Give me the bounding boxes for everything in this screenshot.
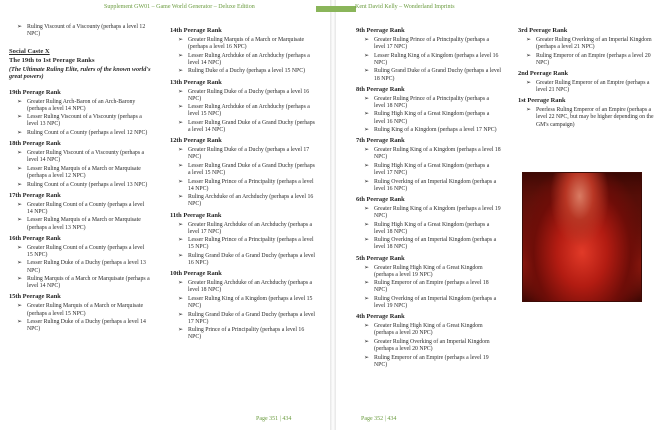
rank-list xyxy=(9,202,151,232)
rank-entry-text: Lesser Ruling King of a Kingdom (perhaps a level 15 NPC) xyxy=(188,296,313,310)
rank-list xyxy=(518,80,658,94)
rank-entry xyxy=(170,253,318,267)
rank-entry xyxy=(170,53,318,67)
rank-entry xyxy=(518,53,658,67)
rank-entry-text: Greater Ruling King of a Kingdom (perhaps a level 19 NPC) xyxy=(374,205,501,220)
rank-entry xyxy=(356,265,501,279)
column-1 xyxy=(9,24,151,335)
rank-entry-text: Greater Ruling Viscount of a Viscounty (perhaps a level 14 NPC) xyxy=(27,150,145,164)
rank-heading: 14th Peerage Rank xyxy=(170,27,222,34)
rank-entry-text: Lesser Ruling Marquis of a March or Marquisate (perhaps a level 13 NPC) xyxy=(27,217,141,231)
rank-entry xyxy=(356,179,501,193)
rank-entry-text: Ruling Marquis of a March or Marquisate (perhaps a level 14 NPC) xyxy=(27,276,150,290)
rank-entry-text: Ruling Prince of a Principality (perhaps a level 16 NPC) xyxy=(188,327,305,341)
rank-entry-text: Greater Ruling Count of a County (perhaps a level 14 NPC) xyxy=(27,201,145,215)
rank-entry xyxy=(170,296,318,310)
rank-list xyxy=(9,150,151,188)
arrow-bullet-icon: ➢ xyxy=(364,52,370,59)
rank-entry xyxy=(356,355,501,369)
rank-entry-text: Ruling Emperor of an Empire (perhaps a level 18 NPC) xyxy=(374,280,489,294)
arrow-bullet-icon: ➢ xyxy=(178,296,184,302)
rank-entry xyxy=(356,53,501,67)
rank-list xyxy=(356,265,501,311)
arrow-bullet-icon: ➢ xyxy=(526,107,532,114)
rank-entry xyxy=(170,104,318,118)
rank-entry xyxy=(9,260,151,274)
caste-title: Social Caste X xyxy=(9,48,50,56)
rank-entry xyxy=(356,280,501,294)
rank-heading: 8th Peerage Rank xyxy=(356,85,405,93)
rank-entry-text: Greater Ruling Archduke of an Archduchy (perhaps a level 18 NPC) xyxy=(188,280,313,294)
rank-entry xyxy=(356,323,501,337)
arrow-bullet-icon: ➢ xyxy=(17,24,23,30)
rank-heading: 6th Peerage Rank xyxy=(356,195,405,203)
intro-list xyxy=(9,24,151,38)
arrow-bullet-icon: ➢ xyxy=(17,201,23,208)
rank-entry xyxy=(170,147,318,161)
rank-heading: 4th Peerage Rank xyxy=(356,313,405,321)
rank-heading: 16th Peerage Rank xyxy=(9,234,61,242)
rank-list xyxy=(518,37,658,67)
arrow-bullet-icon: ➢ xyxy=(364,264,370,271)
arrow-bullet-icon: ➢ xyxy=(364,68,370,75)
arrow-bullet-icon: ➢ xyxy=(178,253,184,260)
rank-entry xyxy=(9,202,151,216)
arrow-bullet-icon: ➢ xyxy=(178,37,184,44)
rank-entry xyxy=(518,107,658,128)
arrow-bullet-icon: ➢ xyxy=(178,280,184,287)
rank-entry-text: Ruling Overking of an Imperial Kingdom (perhaps a level 18 NPC) xyxy=(374,237,497,251)
rank-entry xyxy=(9,150,151,164)
rank-list xyxy=(356,147,501,193)
rank-entry xyxy=(9,319,151,333)
red-throne-illustration xyxy=(522,172,642,302)
arrow-bullet-icon: ➢ xyxy=(364,280,370,287)
rank-entry xyxy=(170,120,318,134)
rank-entry-text: Ruling Count of a County (perhaps a level 13 NPC) xyxy=(27,181,148,188)
rank-entry xyxy=(170,179,318,193)
rank-entry-text: Peerless Ruling Emperor of an Empire (perhaps a level 22 NPC, but may be higher depending on the GM's campaign) xyxy=(536,107,654,128)
rank-entry-text: Ruling High King of a Great Kingdom (perhaps a level 18 NPC) xyxy=(374,221,490,235)
rank-entry xyxy=(9,99,151,113)
header-bar xyxy=(316,6,356,12)
caste-subtitle: The 19th to 1st Peerage Ranks xyxy=(9,57,95,65)
rank-list xyxy=(170,222,318,268)
page-number-left: Page 351 | 434 xyxy=(256,416,292,422)
rank-entry-text: Ruling Grand Duke of a Grand Duchy (perhaps a level 17 NPC) xyxy=(188,311,316,325)
arrow-bullet-icon: ➢ xyxy=(17,276,23,283)
rank-entry xyxy=(356,296,501,310)
rank-entry xyxy=(9,24,151,38)
rank-entry xyxy=(9,166,151,180)
arrow-bullet-icon: ➢ xyxy=(364,163,370,169)
column-4 xyxy=(518,24,658,130)
rank-entry xyxy=(356,68,501,82)
rank-entry-text: Lesser Ruling King of a Kingdom (perhaps a level 16 NPC) xyxy=(374,52,499,66)
rank-heading: 13th Peerage Rank xyxy=(170,78,222,86)
arrow-bullet-icon: ➢ xyxy=(17,114,23,121)
arrow-bullet-icon: ➢ xyxy=(364,127,370,134)
rank-list xyxy=(356,323,501,369)
rank-heading: 5th Peerage Rank xyxy=(356,254,405,262)
rank-entry xyxy=(356,206,501,220)
rank-entry-text: Greater Ruling High King of a Great Kingdom (perhaps a level 19 NPC) xyxy=(374,264,483,278)
rank-heading: 2nd Peerage Rank xyxy=(518,69,569,77)
rank-entry xyxy=(356,111,501,125)
rank-list xyxy=(170,89,318,135)
arrow-bullet-icon: ➢ xyxy=(17,319,23,326)
arrow-bullet-icon: ➢ xyxy=(178,327,184,334)
rank-entry-text: Lesser Ruling Archduke of an Archduchy (perhaps a level 14 NPC) xyxy=(188,52,310,66)
rank-heading: 1st Peerage Rank xyxy=(518,97,566,105)
rank-entry-text: Greater Ruling Prince of a Principality (perhaps a level 18 NPC) xyxy=(374,95,490,109)
rank-entry xyxy=(170,89,318,103)
rank-entry xyxy=(170,163,318,177)
column-3 xyxy=(356,24,501,370)
rank-entry-text: Ruling Overking of an Imperial Kingdom (perhaps a level 16 NPC) xyxy=(374,178,497,192)
rank-entry-text: Ruling Emperor of an Empire (perhaps a level 19 NPC) xyxy=(374,354,489,368)
rank-entry xyxy=(518,37,658,51)
rank-entry-text: Lesser Ruling Viscount of a Viscounty (perhaps a level 13 NPC) xyxy=(27,114,142,128)
rank-entry-text: Ruling Archduke of an Archduchy (perhaps a level 16 NPC) xyxy=(188,194,314,208)
rank-entry-text: Lesser Ruling Duke of a Duchy (perhaps a level 14 NPC) xyxy=(27,319,146,333)
rank-entry-text: Greater Ruling Count of a County (perhaps a level 15 NPC) xyxy=(27,244,145,258)
rank-entry xyxy=(9,182,151,189)
book-gutter xyxy=(330,0,336,430)
rank-entry xyxy=(356,147,501,161)
rank-list xyxy=(9,303,151,333)
arrow-bullet-icon: ➢ xyxy=(364,37,370,44)
rank-entry-text: Ruling Emperor of an Empire (perhaps a level 20 NPC) xyxy=(536,52,651,66)
rank-entry xyxy=(9,245,151,259)
arrow-bullet-icon: ➢ xyxy=(526,80,532,87)
rank-entry-text: Greater Ruling Duke of a Duchy (perhaps a level 17 NPC) xyxy=(188,147,310,161)
rank-entry-text: Greater Ruling Marquis of a March or Marquisate (perhaps a level 15 NPC) xyxy=(27,303,144,317)
arrow-bullet-icon: ➢ xyxy=(364,237,370,244)
arrow-bullet-icon: ➢ xyxy=(17,165,23,172)
rank-entry xyxy=(356,96,501,110)
arrow-bullet-icon: ➢ xyxy=(178,88,184,95)
column-1-sections xyxy=(9,89,151,334)
rank-entry xyxy=(356,37,501,51)
rank-entry xyxy=(356,163,501,177)
rank-entry xyxy=(9,217,151,231)
rank-entry-text: Greater Ruling Marquis of a March or Marquisate (perhaps a level 16 NPC) xyxy=(188,37,305,51)
rank-entry xyxy=(170,68,318,75)
rank-entry-text: Ruling Duke of a Duchy (perhaps a level 15 NPC) xyxy=(188,68,306,75)
rank-entry xyxy=(170,312,318,326)
rank-entry xyxy=(170,37,318,51)
rank-entry-text: Greater Ruling Emperor of an Empire (perhaps a level 21 NPC) xyxy=(536,80,650,94)
rank-list xyxy=(356,37,501,83)
arrow-bullet-icon: ➢ xyxy=(364,354,370,361)
rank-entry-text: Greater Ruling Overking of an Imperial Kingdom (perhaps a level 20 NPC) xyxy=(374,338,490,353)
rank-entry xyxy=(356,237,501,251)
rank-heading: 3rd Peerage Rank xyxy=(518,27,568,34)
arrow-bullet-icon: ➢ xyxy=(364,178,370,185)
rank-entry-text: Ruling High King of a Great Kingdom (perhaps a level 16 NPC) xyxy=(374,111,490,125)
rank-list xyxy=(170,280,318,341)
rank-entry-text: Ruling Overking of an Imperial Kingdom (perhaps a level 19 NPC) xyxy=(374,296,497,310)
rank-entry-text: Greater Ruling Duke of a Duchy (perhaps a level 16 NPC) xyxy=(188,88,310,102)
rank-entry-text: Lesser Ruling Archduke of an Archduchy (perhaps a level 15 NPC) xyxy=(188,104,310,118)
rank-list xyxy=(170,147,318,208)
arrow-bullet-icon: ➢ xyxy=(364,338,370,345)
rank-heading: 19th Peerage Rank xyxy=(9,88,61,96)
arrow-bullet-icon: ➢ xyxy=(178,221,184,228)
rank-heading: 18th Peerage Rank xyxy=(9,140,61,148)
rank-entry-text: Ruling Count of a County (perhaps a level 12 NPC) xyxy=(27,130,148,137)
rank-list xyxy=(9,99,151,137)
rank-entry xyxy=(170,327,318,341)
rank-entry xyxy=(9,303,151,317)
rank-entry xyxy=(170,194,318,208)
arrow-bullet-icon: ➢ xyxy=(364,205,370,212)
rank-entry-text: Greater Ruling King of a Kingdom (perhaps a level 18 NPC) xyxy=(374,147,501,161)
rank-entry xyxy=(518,80,658,94)
arrow-bullet-icon: ➢ xyxy=(178,147,184,154)
rank-entry xyxy=(9,276,151,290)
arrow-bullet-icon: ➢ xyxy=(178,311,184,318)
column-2 xyxy=(170,24,318,343)
arrow-bullet-icon: ➢ xyxy=(178,237,184,244)
rank-heading: 10th Peerage Rank xyxy=(170,270,222,278)
rank-list xyxy=(9,245,151,291)
arrow-bullet-icon: ➢ xyxy=(17,303,23,310)
rank-entry xyxy=(9,114,151,128)
rank-entry xyxy=(9,130,151,137)
rank-heading: 12th Peerage Rank xyxy=(170,137,222,145)
rank-entry-text: Lesser Ruling Prince of a Principality (perhaps a level 15 NPC) xyxy=(188,237,314,251)
rank-list xyxy=(356,206,501,252)
rank-heading: 15th Peerage Rank xyxy=(9,293,61,301)
arrow-bullet-icon: ➢ xyxy=(17,244,23,251)
rank-entry-text: Lesser Ruling Prince of a Principality (perhaps a level 14 NPC) xyxy=(188,178,314,192)
arrow-bullet-icon: ➢ xyxy=(526,52,532,59)
rank-entry-text: Greater Ruling High King of a Great Kingdom (perhaps a level 20 NPC) xyxy=(374,323,483,337)
rank-entry xyxy=(356,127,501,134)
arrow-bullet-icon: ➢ xyxy=(178,194,184,201)
rank-entry-text: Lesser Ruling Duke of a Duchy (perhaps a level 13 NPC) xyxy=(27,260,146,274)
rank-entry xyxy=(356,222,501,236)
rank-heading: 11th Peerage Rank xyxy=(170,211,222,219)
rank-entry-text: Lesser Ruling Marquis of a March or Marquisate (perhaps a level 12 NPC) xyxy=(27,165,141,179)
arrow-bullet-icon: ➢ xyxy=(364,111,370,118)
rank-entry-text: Greater Ruling Prince of a Principality (perhaps a level 17 NPC) xyxy=(374,37,490,51)
arrow-bullet-icon: ➢ xyxy=(17,98,23,105)
arrow-bullet-icon: ➢ xyxy=(178,68,184,75)
arrow-bullet-icon: ➢ xyxy=(526,37,532,44)
rank-entry-text: Ruling Viscount of a Viscounty (perhaps a level 12 NPC) xyxy=(27,24,146,38)
rank-entry-text: Lesser Ruling Grand Duke of a Grand Duchy (perhaps a level 15 NPC) xyxy=(188,163,315,177)
rank-list xyxy=(170,37,318,75)
arrow-bullet-icon: ➢ xyxy=(17,260,23,267)
rank-entry-text: Ruling Grand Duke of a Grand Duchy (perhaps a level 18 NPC) xyxy=(374,68,502,82)
page-number-right: Page 352 | 434 xyxy=(361,416,397,422)
arrow-bullet-icon: ➢ xyxy=(364,296,370,302)
rank-entry xyxy=(170,237,318,251)
rank-entry xyxy=(170,280,318,294)
rank-entry-text: Ruling Grand Duke of a Grand Duchy (perhaps a level 16 NPC) xyxy=(188,253,316,267)
arrow-bullet-icon: ➢ xyxy=(364,95,370,102)
header-left-text: Supplement GW01 – Game World Generator – Deluxe Edition xyxy=(104,4,255,10)
arrow-bullet-icon: ➢ xyxy=(17,181,23,188)
header-right-text: Kent David Kelly – Wonderland Imprints xyxy=(355,4,455,10)
rank-entry xyxy=(356,339,501,353)
arrow-bullet-icon: ➢ xyxy=(178,178,184,185)
arrow-bullet-icon: ➢ xyxy=(178,52,184,59)
arrow-bullet-icon: ➢ xyxy=(364,323,370,330)
rank-heading: 7th Peerage Rank xyxy=(356,137,405,145)
arrow-bullet-icon: ➢ xyxy=(364,221,370,228)
arrow-bullet-icon: ➢ xyxy=(178,163,184,169)
arrow-bullet-icon: ➢ xyxy=(364,147,370,154)
rank-entry-text: Ruling High King of a Great Kingdom (perhaps a level 17 NPC) xyxy=(374,163,490,177)
arrow-bullet-icon: ➢ xyxy=(178,104,184,111)
rank-entry-text: Lesser Ruling Grand Duke of a Grand Duchy (perhaps a level 14 NPC) xyxy=(188,120,315,134)
rank-entry-text: Greater Ruling Arch-Baron of an Arch-Barony (perhaps a level 14 NPC) xyxy=(27,98,136,112)
rank-entry-text: Ruling King of a Kingdom (perhaps a level 17 NPC) xyxy=(374,127,497,134)
arrow-bullet-icon: ➢ xyxy=(17,130,23,137)
rank-heading: 17th Peerage Rank xyxy=(9,191,61,199)
arrow-bullet-icon: ➢ xyxy=(178,120,184,127)
caste-description: (The Ultimate Ruling Elite, rulers of the known world's great powers) xyxy=(9,66,151,81)
rank-list xyxy=(518,107,658,128)
rank-entry-text: Greater Ruling Archduke of an Archduchy (perhaps a level 17 NPC) xyxy=(188,221,313,235)
arrow-bullet-icon: ➢ xyxy=(17,150,23,157)
rank-heading: 9th Peerage Rank xyxy=(356,27,405,34)
rank-list xyxy=(356,96,501,134)
rank-entry-text: Greater Ruling Overking of an Imperial Kingdom (perhaps a level 21 NPC) xyxy=(536,37,652,51)
rank-entry xyxy=(170,222,318,236)
arrow-bullet-icon: ➢ xyxy=(17,217,23,224)
